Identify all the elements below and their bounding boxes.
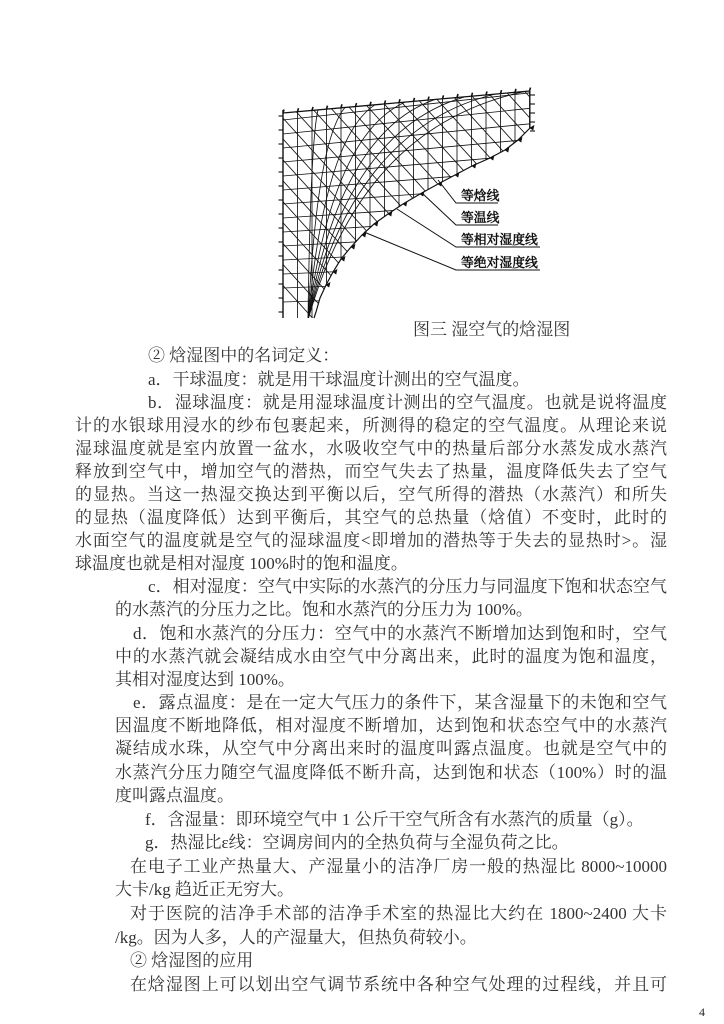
text-line: 大卡/kg 趋近正无穷大。 <box>115 880 294 899</box>
top-scale-mark <box>312 107 313 111</box>
enthalpy-line <box>275 84 470 320</box>
top-scale-mark <box>385 100 386 104</box>
top-scale-mark <box>298 108 299 112</box>
text-line: 凝结成水珠，从空气中分离出来时的温度叫露点温度。也就是空气中的 <box>115 739 667 758</box>
top-scale-mark <box>457 94 458 98</box>
text-line: 其相对湿度达到 100%。 <box>115 670 295 689</box>
top-scale-mark <box>515 89 516 93</box>
top-edge <box>283 91 530 113</box>
text-line: c．相对湿度：空气中实际的水蒸汽的分压力与同温度下饱和状态空气 <box>148 577 667 596</box>
label-enthalpy: 等焓线 <box>461 189 500 204</box>
text-line: g．热湿比ε线：空调房间内的全热负荷与全湿负荷之比。 <box>145 833 569 852</box>
enthalpy-line <box>275 84 413 320</box>
isotherm-line <box>283 294 545 302</box>
enthalpy-line <box>275 84 394 320</box>
isotherm-line <box>283 185 545 204</box>
isotherm-line <box>283 122 545 148</box>
text-line: 在焓湿图上可以划出空气调节系统中各种空气处理的过程线，并且可 <box>130 975 667 994</box>
top-scale-mark <box>443 95 444 99</box>
text-line: f．含湿量：即环境空气中 1 公斤干空气所含有水蒸汽的质量（g）。 <box>145 810 644 829</box>
text-line: 中的水蒸汽就会凝结成水由空气中分离出来，此时的温度为饱和温度， <box>115 647 667 666</box>
text-line: 释放到空气中，增加空气的潜热，而空气失去了热量，温度降低失去了空气 <box>75 462 667 481</box>
text-line: 对于医院的洁净手术部的洁净手术室的热湿比大约在 1800~2400 大卡 <box>130 904 667 923</box>
top-scale-mark <box>370 102 371 106</box>
text-line: 因温度不断地降低，相对湿度不断增加，达到饱和状态空气中的水蒸汽 <box>115 716 667 735</box>
text-line: 度叫露点温度。 <box>115 786 234 805</box>
relative-humidity-curve <box>308 94 495 320</box>
page-number: 4 <box>699 1005 705 1019</box>
text-line: 的显热。当这一热湿交换达到平衡以后，空气所得的潜热（水蒸汽）和所失 <box>75 485 667 504</box>
label-relative-humidity: 等相对湿度线 <box>461 233 538 248</box>
isotherm-line <box>283 107 545 134</box>
enthalpy-line <box>366 84 550 320</box>
saturation-marker <box>530 126 534 131</box>
top-scale-mark <box>486 91 487 95</box>
top-scale-mark <box>530 88 531 92</box>
text-line: 水面空气的温度就是空气的湿球温度<即增加的潜热等于失去的显热时>。湿 <box>75 531 667 550</box>
top-scale-mark <box>283 110 284 114</box>
text-line: 的显热（温度降低）达到平衡后，其空气的总热量（焓值）不变时，此时的 <box>75 508 667 527</box>
top-scale-mark <box>356 103 357 107</box>
text-line: 球温度也就是相对湿度 100%时的饱和温度。 <box>75 554 408 573</box>
text-line: /kg。因为人多，人的产湿量大，但热负荷较小。 <box>115 928 477 947</box>
text-line: 计的水银球用浸水的纱布包裹起来，所测得的稳定的空气温度。从理论来说 <box>75 416 667 435</box>
text-line: 水蒸汽分压力随空气温度降低不断升高，达到饱和状态（100%）时的温 <box>115 763 667 782</box>
text-line: 在电子工业产热量大、产湿量小的洁净厂房一般的热湿比 8000~10000 <box>130 857 667 876</box>
label-isotherm: 等温线 <box>461 211 500 226</box>
saturation-marker <box>472 164 476 169</box>
relative-humidity-curve <box>308 91 525 320</box>
top-scale-mark <box>341 104 342 108</box>
section-heading: ② 焓湿图的应用 <box>130 951 254 970</box>
top-scale-mark <box>399 99 400 103</box>
enthalpy-line <box>518 84 550 320</box>
saturation-marker <box>490 156 494 161</box>
text-line: b．湿球温度：就是用湿球温度计测出的空气温度。也就是说将温度 <box>148 393 667 412</box>
chart-grid <box>275 84 550 320</box>
enthalpy-line <box>537 84 550 320</box>
top-scale-mark <box>472 93 473 97</box>
text-line: e．露点温度：是在一定大气压力的条件下，某含湿量下的未饱和空气 <box>133 693 667 712</box>
relative-humidity-curve <box>308 99 435 320</box>
top-scale-mark <box>327 106 328 110</box>
section-heading: ② 焓湿图中的名词定义： <box>148 346 340 365</box>
text-line: 的水蒸汽的分压力之比。饱和水蒸汽的分压力为 100%。 <box>115 600 533 619</box>
top-scale-mark <box>414 98 415 102</box>
text-line: a．干球温度：就是用干球温度计测出的空气温度。 <box>148 370 530 389</box>
text-line: 湿球温度就是室内放置一盆水，水吸收空气中的热量后部分水蒸发成水蒸汽 <box>75 439 667 458</box>
enthalpy-line <box>499 84 550 320</box>
text-line: d．饱和水蒸汽的分压力：空气中的水蒸汽不断增加达到饱和时，空气 <box>133 624 667 643</box>
top-scale-mark <box>428 97 429 101</box>
top-scale-mark <box>501 90 502 94</box>
psychrometric-chart <box>275 84 550 320</box>
label-absolute-humidity: 等绝对湿度线 <box>461 256 538 271</box>
figure-caption: 图三 湿空气的焓湿图 <box>413 320 571 339</box>
